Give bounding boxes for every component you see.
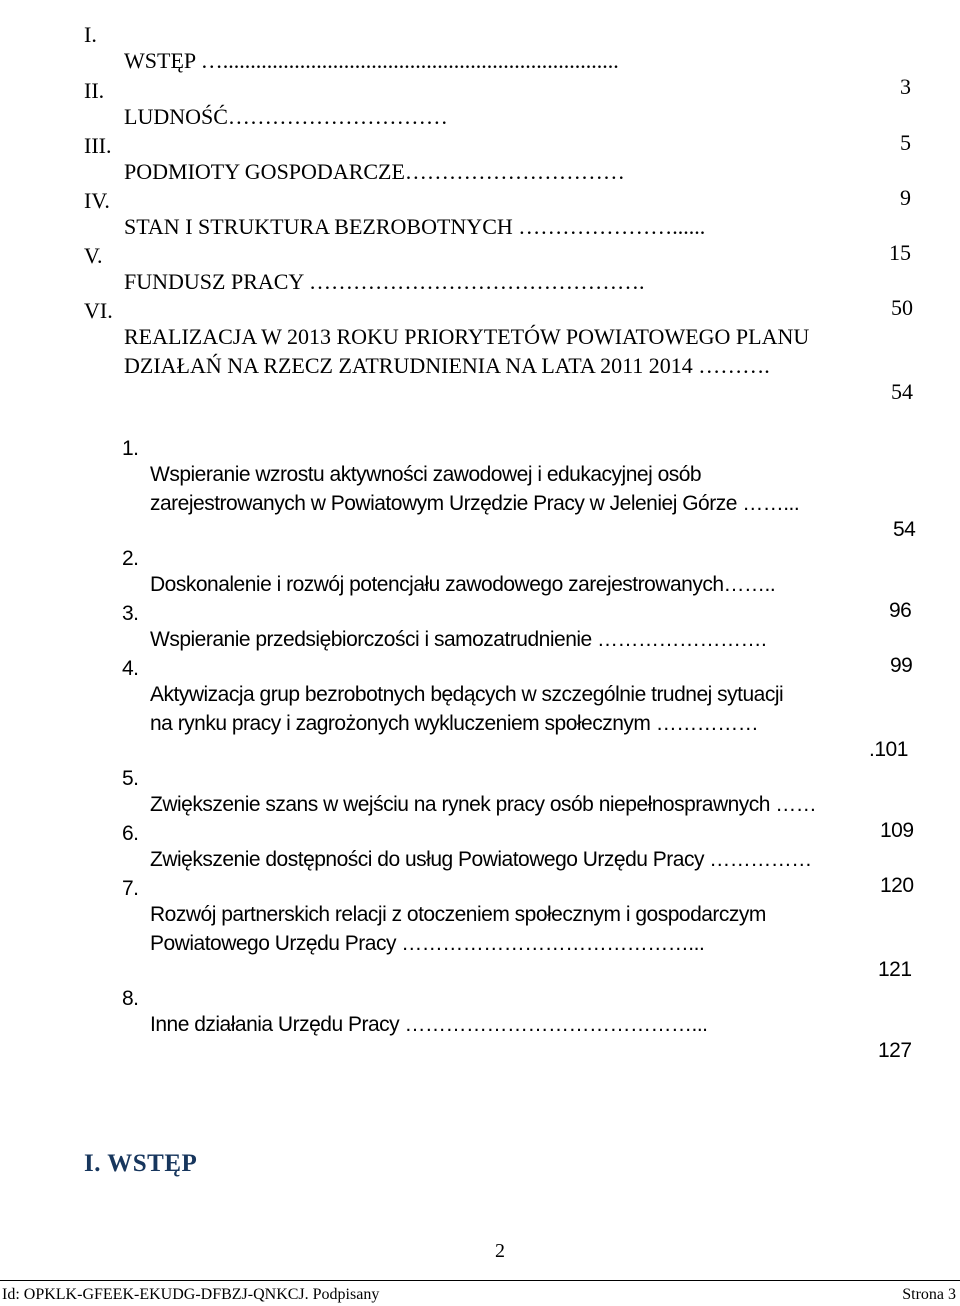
toc-sub-number: 8. — [122, 987, 139, 1010]
toc-sub-page: 96 — [889, 599, 912, 622]
footer-divider — [0, 1280, 960, 1281]
toc-title: REALIZACJA W 2013 ROKU PRIORYTETÓW POWIATOWEGO PLANU — [124, 324, 810, 349]
toc-number: II. — [84, 78, 105, 103]
toc-sub-number: 2. — [122, 547, 139, 570]
toc-sub-page: 120 — [880, 874, 914, 897]
toc-title: FUNDUSZ PRACY ………………………………………. — [124, 269, 645, 294]
toc-number: III. — [84, 133, 112, 158]
footer-document-id: Id: OPKLK-GFEEK-EKUDG-DFBZJ-QNKCJ. Podpisany — [2, 1286, 380, 1303]
toc-sub-title: Wspieranie przedsiębiorczości i samozatrudnienie ……………………. — [150, 628, 767, 651]
footer-page-label: Strona 3 — [902, 1286, 956, 1303]
toc-page: 5 — [900, 130, 911, 155]
toc-sub-title: Wspieranie wzrostu aktywności zawodowej i edukacyjnej osób — [150, 463, 702, 486]
toc-sub-page: .101 — [869, 738, 908, 761]
toc-page: 15 — [889, 240, 911, 265]
toc-title: WSTĘP …........................................................................ — [124, 48, 619, 73]
toc-sub-title: Zwiększenie dostępności do usług Powiatowego Urzędu Pracy …………… — [150, 848, 812, 871]
toc-sub-title: Inne działania Urzędu Pracy ……………………………………... — [150, 1013, 708, 1036]
toc-page: 54 — [891, 379, 913, 404]
toc-page: 3 — [900, 74, 911, 99]
toc-sub-title: Rozwój partnerskich relacji z otoczeniem społecznym i gospodarczym — [150, 903, 766, 926]
toc-page: 9 — [900, 185, 911, 210]
toc-sub-page: 127 — [878, 1039, 912, 1062]
toc-number: V. — [84, 243, 103, 268]
toc-sub-page: 121 — [878, 958, 912, 981]
toc-title: PODMIOTY GOSPODARCZE………………………… — [124, 159, 625, 184]
toc-sub-title: Aktywizacja grup bezrobotnych będących w szczególnie trudnej sytuacji — [150, 683, 784, 706]
toc-sub-title: zarejestrowanych w Powiatowym Urzędzie Pracy w Jeleniej Górze ……... — [150, 492, 800, 515]
page-number: 2 — [495, 1240, 505, 1262]
toc-title: STAN I STRUKTURA BEZROBOTNYCH …………………...... — [124, 214, 706, 239]
toc-sub-title: na rynku pracy i zagrożonych wykluczeniem społecznym …………… — [150, 712, 759, 735]
toc-sub-title: Doskonalenie i rozwój potencjału zawodowego zarejestrowanych…….. — [150, 573, 776, 596]
toc-sub-number: 3. — [122, 602, 139, 625]
toc-sub-number: 7. — [122, 877, 139, 900]
section-heading: I. WSTĘP — [84, 1150, 198, 1177]
toc-sub-number: 6. — [122, 822, 139, 845]
toc-number: I. — [84, 22, 97, 47]
toc-sub-page: 99 — [890, 654, 913, 677]
toc-sub-title: Powiatowego Urzędu Pracy ……………………………………... — [150, 932, 705, 955]
toc-sub-page: 54 — [893, 518, 916, 541]
toc-sub-number: 4. — [122, 657, 139, 680]
toc-sub-title: Zwiększenie szans w wejściu na rynek pracy osób niepełnosprawnych …… — [150, 793, 817, 816]
toc-number: VI. — [84, 298, 113, 323]
toc-title: DZIAŁAŃ NA RZECZ ZATRUDNIENIA NA LATA 2011 2014 ………. — [124, 353, 770, 378]
toc-sub-number: 1. — [122, 437, 139, 460]
toc-title: LUDNOŚĆ………………………… — [124, 104, 448, 129]
toc-number: IV. — [84, 188, 110, 213]
toc-page: 50 — [891, 295, 913, 320]
toc-sub-page: 109 — [880, 819, 914, 842]
toc-sub-number: 5. — [122, 767, 139, 790]
